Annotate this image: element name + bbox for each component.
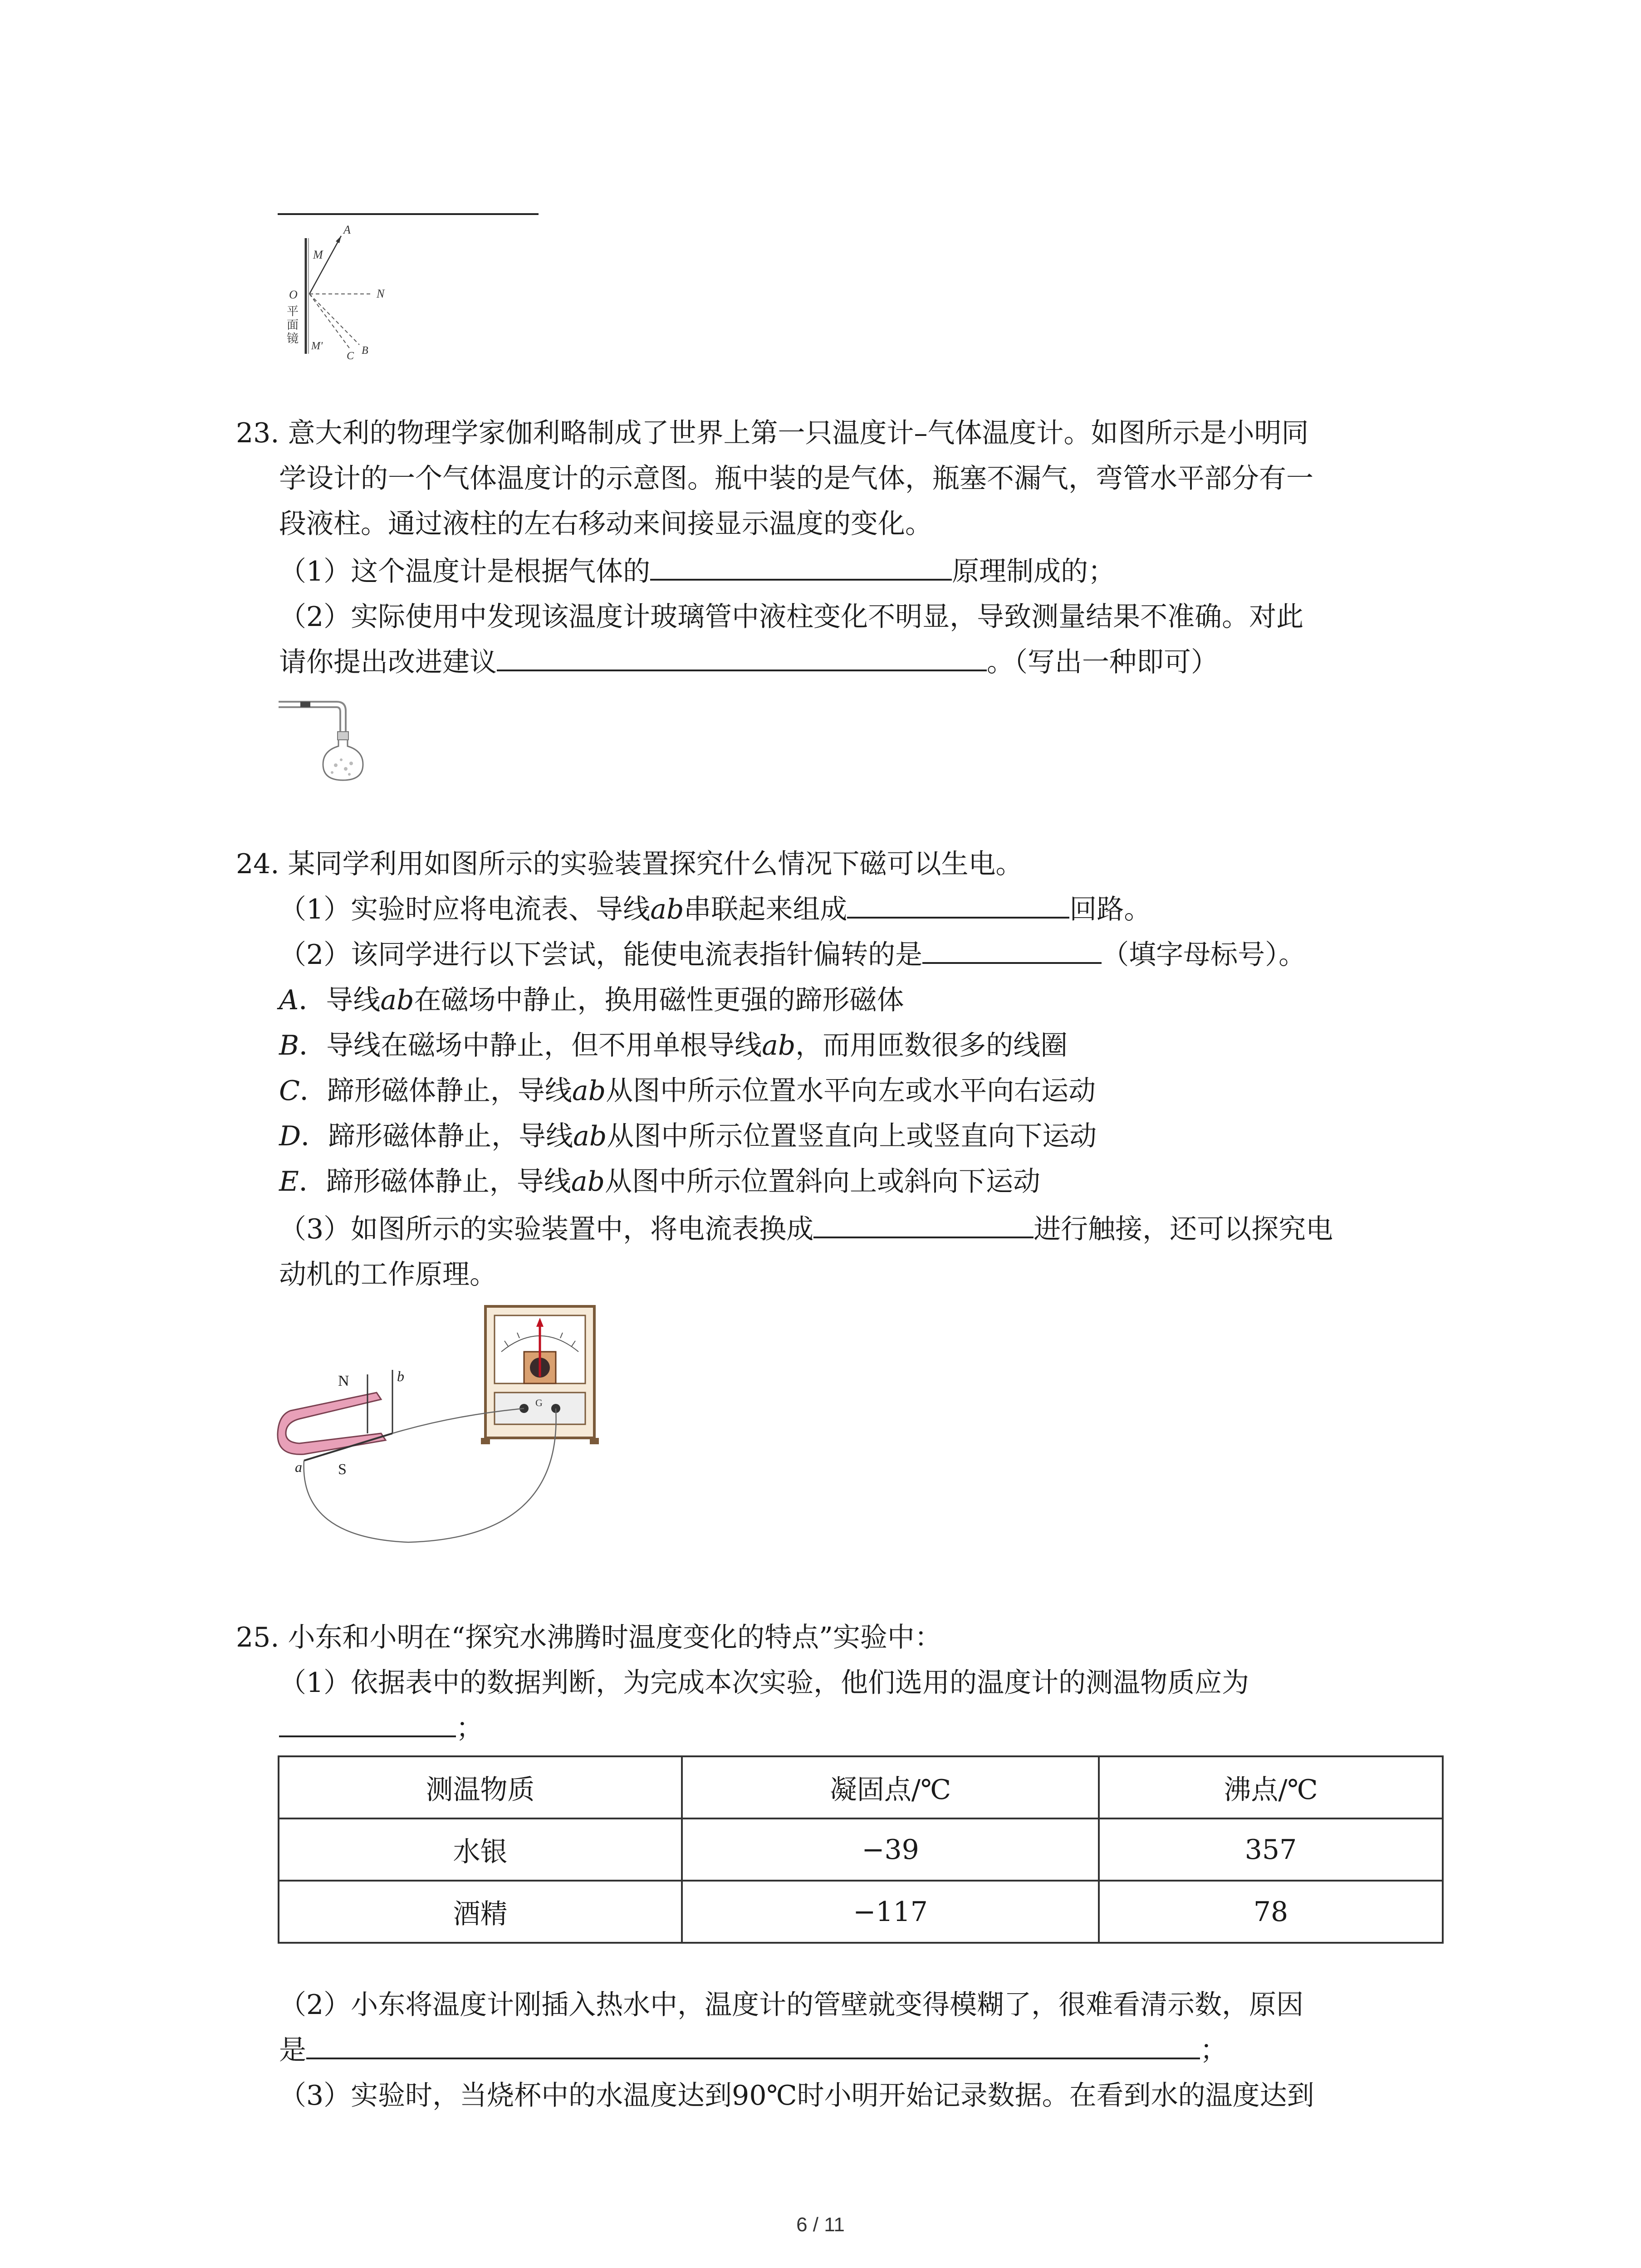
q23-blank-2[interactable] <box>497 642 987 671</box>
option-b-post: ，而用匝数很多的线圈 <box>795 1030 1068 1061</box>
option-c-post: 从图中所示位置水平向左或水平向右运动 <box>606 1075 1096 1107</box>
table-cell: 水银 <box>279 1818 682 1881</box>
q24-part1 <box>236 889 1151 930</box>
option-a-post: 在磁场中静止，换用磁性更强的蹄形磁体 <box>414 984 904 1016</box>
q24-option-b[interactable] <box>236 1025 1068 1066</box>
galvanometer-label: G <box>535 1397 543 1408</box>
conductor-b-label: b <box>397 1368 404 1384</box>
option-c-pre: ．蹄形磁体静止，导线 <box>299 1075 572 1107</box>
table-cell: 78 <box>1099 1881 1443 1943</box>
q24-option-a[interactable] <box>236 980 904 1021</box>
table-cell: −117 <box>682 1881 1099 1943</box>
q25-part3-line1: （3）实验时，当烧杯中的水温度达到90℃时小明开始记录数据。在看到水的温度达到 <box>279 2080 1314 2112</box>
option-c-letter: C <box>279 1075 300 1107</box>
label-B: B <box>362 345 368 357</box>
option-d-post: 从图中所示位置竖直向上或竖直向下运动 <box>607 1120 1097 1152</box>
table-cell: 357 <box>1099 1818 1443 1881</box>
q24-part2-post: （填字母标号）。 <box>1102 939 1306 971</box>
table-header-row <box>279 1756 1443 1818</box>
option-e-pre: ．蹄形磁体静止，导线 <box>299 1166 571 1198</box>
option-d-ab: ab <box>573 1120 607 1152</box>
mirror-char-2: 面 <box>287 318 299 332</box>
q25-part2-post: ； <box>1200 2034 1227 2066</box>
q23-part2-pre: 请你提出改进建议 <box>279 646 497 678</box>
q24-option-e[interactable] <box>236 1161 1040 1202</box>
q24-blank-3[interactable] <box>813 1209 1034 1238</box>
option-e-letter: E <box>279 1166 299 1198</box>
answer-blank-q22[interactable] <box>278 213 539 215</box>
q23-part1 <box>236 551 1115 592</box>
label-N: N <box>377 287 385 300</box>
q24-part1-mid: 串联起来组成 <box>684 894 847 925</box>
option-c-ab: ab <box>572 1075 606 1107</box>
option-e-ab: ab <box>571 1166 605 1198</box>
q24-option-c[interactable] <box>236 1070 1096 1111</box>
q25-part2-line1: （2）小东将温度计刚插入热水中，温度计的管壁就变得模糊了，很难看清示数，原因 <box>279 1989 1304 2021</box>
q24-part3-pre: （3）如图所示的实验装置中，将电流表换成 <box>279 1213 814 1245</box>
q24-blank-1[interactable] <box>847 890 1069 919</box>
q24-part3-post: 进行触接，还可以探究电 <box>1034 1213 1333 1245</box>
q25-part2-pre: 是 <box>279 2034 306 2066</box>
label-M-prime: M' <box>311 340 323 352</box>
option-d-letter: D <box>279 1120 301 1152</box>
q25-blank-2[interactable] <box>306 2030 1200 2059</box>
option-b-ab: ab <box>762 1030 796 1061</box>
table-row <box>279 1818 1443 1881</box>
option-a-ab: ab <box>380 984 414 1016</box>
material-properties-table <box>278 1755 1444 1944</box>
q24-part1-ab: ab <box>650 894 684 925</box>
conductor-a-label: a <box>295 1459 302 1475</box>
gas-thermometer-figure <box>278 692 368 782</box>
q24-part2-pre: （2）该同学进行以下尝试，能使电流表指针偏转的是 <box>279 939 923 971</box>
option-d-pre: ．蹄形磁体静止，导线 <box>301 1120 573 1152</box>
induction-apparatus-figure <box>272 1302 617 1556</box>
q24-option-d[interactable] <box>236 1116 1097 1157</box>
q25-line1: 25. 小东和小明在“探究水沸腾时温度变化的特点”实验中： <box>236 1622 942 1653</box>
q25-part1-line2 <box>236 1708 483 1749</box>
table-header-cell: 凝固点/℃ <box>682 1756 1099 1818</box>
q23-part2-line1: （2）实际使用中发现该温度计玻璃管中液柱变化不明显，导致测量结果不准确。对此 <box>279 601 1304 633</box>
table-header-cell: 沸点/℃ <box>1099 1756 1443 1818</box>
option-a-letter: A <box>279 984 299 1016</box>
table-cell: −39 <box>682 1818 1099 1881</box>
option-b-letter: B <box>279 1030 299 1061</box>
q24-part2 <box>236 934 1306 975</box>
table-row <box>279 1881 1443 1943</box>
q23-blank-1[interactable] <box>650 552 952 581</box>
page-number: 6 / 11 <box>796 2214 845 2236</box>
q23-part2-post: 。（写出一种即可） <box>987 646 1218 678</box>
label-A: A <box>343 223 351 236</box>
q24-part1-pre: （1）实验时应将电流表、导线 <box>279 894 651 925</box>
q24-part3 <box>236 1209 1333 1250</box>
option-e-post: 从图中所示位置斜向上或斜向下运动 <box>605 1166 1040 1198</box>
q24-part1-post: 回路。 <box>1069 894 1151 925</box>
q23-part1-pre: （1）这个温度计是根据气体的 <box>279 556 651 587</box>
pole-S-label: S <box>338 1461 347 1478</box>
label-C: C <box>347 350 354 362</box>
q23-line2: 学设计的一个气体温度计的示意图。瓶中装的是气体，瓶塞不漏气，弯管水平部分有一 <box>279 463 1313 494</box>
q24-part3-line2: 动机的工作原理。 <box>279 1259 497 1290</box>
label-M: M <box>313 248 323 261</box>
q23-line3: 段液柱。通过液柱的左右移动来间接显示温度的变化。 <box>279 508 932 540</box>
option-b-pre: ．导线在磁场中静止，但不用单根导线 <box>299 1030 762 1061</box>
mirror-char-1: 平 <box>287 305 299 318</box>
pole-N-label: N <box>338 1373 349 1389</box>
q24-line1: 24. 某同学利用如图所示的实验装置探究什么情况下磁可以生电。 <box>236 848 1023 880</box>
q25-part1-line1: （1）依据表中的数据判断，为完成本次实验，他们选用的温度计的测温物质应为 <box>279 1667 1249 1699</box>
label-O: O <box>289 288 298 301</box>
q23-part1-post: 原理制成的； <box>952 556 1116 587</box>
q25-part1-post: ； <box>456 1712 483 1744</box>
mirror-char-3: 镜 <box>287 332 299 345</box>
q23-part2-line2 <box>236 642 1218 683</box>
q23-line1: 23. 意大利的物理学家伽利略制成了世界上第一只温度计–气体温度计。如图所示是小明同 <box>236 417 1309 449</box>
mirror-reflection-figure <box>278 218 405 363</box>
q24-blank-2[interactable] <box>922 935 1102 964</box>
option-a-pre: ．导线 <box>299 984 381 1016</box>
table-header-cell: 测温物质 <box>279 1756 682 1818</box>
q25-blank-1[interactable] <box>279 1708 456 1737</box>
q25-part2-line2 <box>236 2030 1227 2071</box>
table-cell: 酒精 <box>279 1881 682 1943</box>
